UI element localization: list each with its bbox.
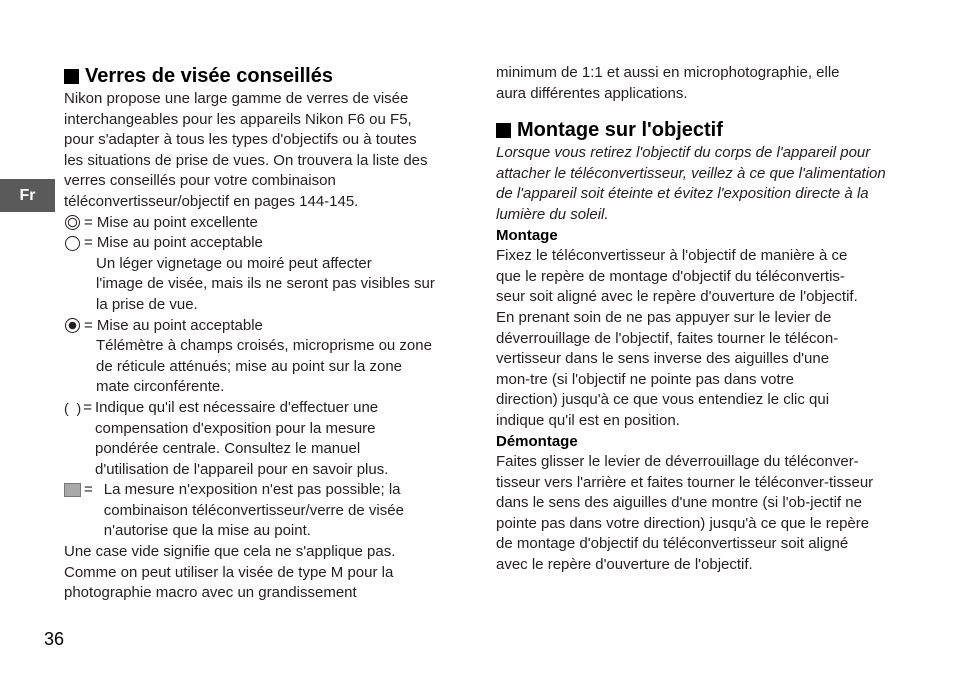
legend-acceptable-note: Un léger vignetage ou moiré peut affecter l'image de visée, mais ils ne seront pas visibles sur la prise de vue.: [96, 254, 435, 313]
right-column: [496, 63, 901, 576]
outro-paragraph: Une case vide signifie que cela ne s'applique pas. Comme on peut utiliser la visée de type M pour la photographie macro avec un grandissement: [64, 543, 396, 602]
dot-circle-icon: [64, 316, 84, 337]
legend-acceptable-2: = Mise au point acceptable: [64, 316, 464, 337]
open-circle-icon: [64, 233, 84, 254]
left-column: [64, 63, 464, 604]
intro-paragraph: Nikon propose une large gamme de verres de visée interchangeables pour les appareils Nikon F6 ou F5, pour s'adapter à tous les types d'objectifs ou à toutes les situations de prise de vues. On trouvera la liste des verres conseillés pour votre combinaison téléconvertisseur/objectif en pages 144-145.: [64, 90, 428, 210]
section-heading-viewing-screens: Verres de visée conseillés: [64, 63, 464, 89]
legend-acceptable: = Mise au point acceptable: [64, 233, 464, 254]
language-tab: Fr: [0, 179, 55, 212]
legend-gray-box: = La mesure n'exposition n'est pas possible; la combinaison téléconvertisseur/verre de visée n'autorise que la mise au point.: [64, 480, 464, 542]
dismounting-subheading: Démontage: [496, 432, 578, 450]
mounting-paragraph: Fixez le téléconvertisseur à l'objectif de manière à ce que le repère de montage d'objectif du téléconvertis- seur soit aligné avec le repère d'ouverture de l'objectif. En prenant soin de ne pas appuyer sur le levier de déverrouillage de l'objectif, faites tourner le télécon- vertisseur dans le sens inverse des aiguilles d'une mon-tre (si l'objectif ne pointe pas dans votre direction) jusqu'à ce que vous entendiez le clic qui indique qu'il est en position.: [496, 247, 858, 429]
bullet-square-icon: [496, 123, 511, 138]
warning-paragraph: Lorsque vous retirez l'objectif du corps de l'appareil pour attacher le téléconvertisseur, veillez à ce que l'alimentation de l'appareil soit éteinte et évitez l'exposition directe à la lumière du soleil.: [496, 144, 886, 223]
dismounting-paragraph: Faites glisser le levier de déverrouillage du téléconver- tisseur vers l'arrière et faites tourner le téléconver-tisseur dans le sens des aiguilles d'une montre (si l'ob-jectif ne pointe pas dans votre direction) jusqu'à ce que le repère de montage d'objectif du téléconvertisseur soit aligné avec le repère d'ouverture de l'objectif.: [496, 453, 874, 574]
parentheses-symbol: ( ): [64, 399, 84, 416]
legend-excellent: = Mise au point excellente: [64, 213, 464, 234]
page-number: 36: [44, 629, 65, 649]
mounting-subheading: Montage: [496, 226, 558, 244]
legend-acceptable-2-note: Télémètre à champs croisés, microprisme ou zone de réticule atténués; mise au point sur la zone mate circonférente.: [96, 337, 432, 396]
legend-parentheses: ( ) = Indique qu'il est nécessaire d'effectuer une compensation d'exposition pour la mesure pondérée centrale. Consultez le manuel d'utilisation de l'appareil pour en savoir plus.: [64, 398, 464, 480]
section-heading-mounting: Montage sur l'objectif: [496, 117, 901, 143]
bullet-square-icon: [64, 69, 79, 84]
continuation-paragraph: minimum de 1:1 et aussi en microphotographie, elle aura différentes applications.: [496, 64, 840, 102]
gray-box-icon: [64, 480, 84, 542]
double-circle-icon: [64, 213, 84, 234]
